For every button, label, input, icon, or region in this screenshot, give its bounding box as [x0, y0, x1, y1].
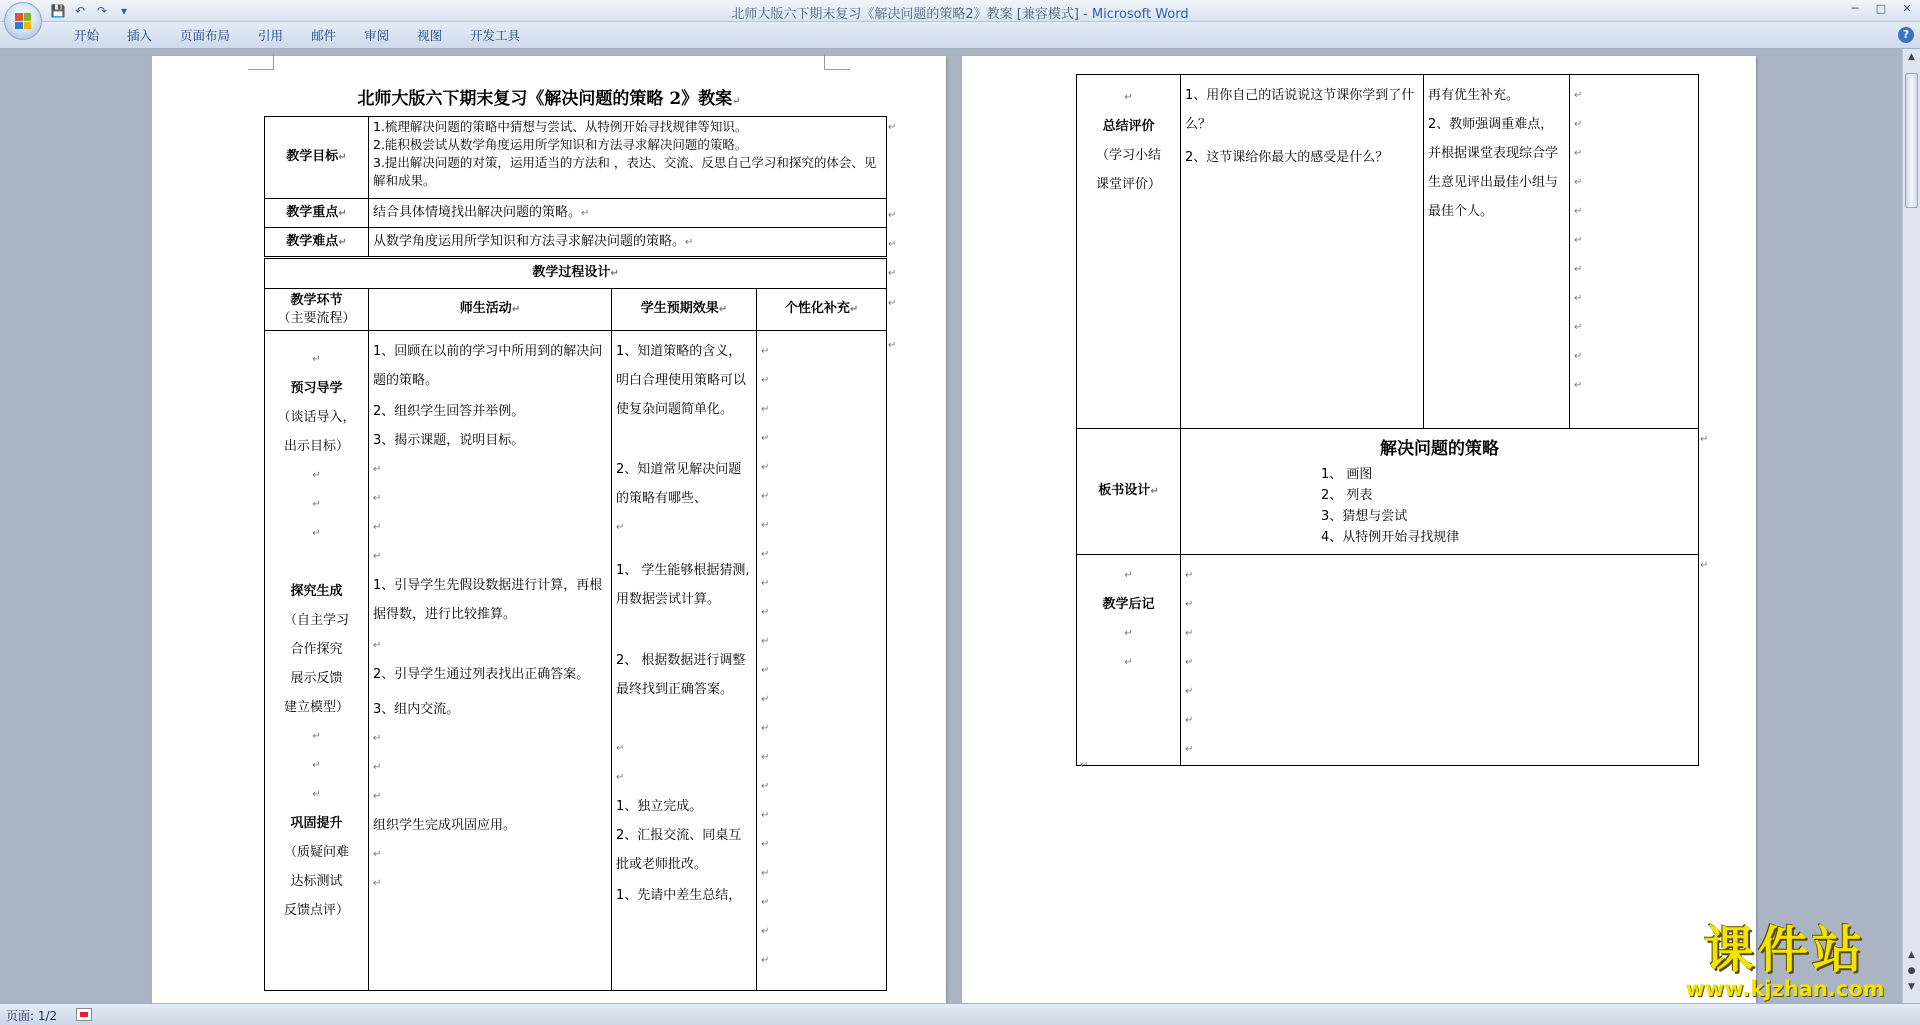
- header-stage: 教学环节 （主要流程）: [265, 289, 369, 331]
- prev-page-icon[interactable]: ▲: [1908, 950, 1915, 960]
- reflection-label: 教学后记: [1102, 597, 1155, 612]
- minimize-icon[interactable]: ─: [1851, 2, 1859, 15]
- effect-item: 2、知道常见解决问题的策略有哪些、: [616, 462, 742, 506]
- window-controls: [1842, 0, 1920, 18]
- activity-item: 2、这节课给你最大的感受是什么？: [1185, 150, 1389, 165]
- goal-item: 1.梳理解决问题的策略中猜想与尝试、从特例开始寻找规律等知识。: [373, 119, 748, 134]
- effect-item: 2、 根据数据进行调整最终找到正确答案。: [616, 653, 746, 697]
- effect-item: 1、知道策略的含义，明白合理使用策略可以使复杂问题简单化。: [616, 344, 747, 417]
- tab-home[interactable]: 开始: [74, 28, 100, 43]
- table-row: [1077, 429, 1699, 555]
- tab-developer[interactable]: 开发工具: [470, 28, 521, 43]
- title-bar: [0, 0, 1920, 22]
- goal-item: 2.能积极尝试从数学角度运用所学知识和方法寻求解决问题的策略。: [373, 137, 748, 152]
- redo-icon[interactable]: ↷: [96, 4, 108, 18]
- page-2: ↵ 总结评价 （学习小结 课堂评价） 1、用你自己的话说说这节课你学到了什么？ 2、这节课给你最大的感受是什么？ 再有优生补充。 2、教师强调重难点，并根据课堂表现综合学生意见评出最佳小组与最佳个人。 ↵ ↵ ↵ ↵ ↵ ↵ ↵ ↵ ↵ ↵ ↵ 板书设计↵ 解决问题的策略 1、 画图 2、 列表 3、猜想与尝试 4、从特例开始寻找规律 ↵ 教学后记 ↵ ↵ ↵ ↵ ↵ ↵ ↵ ↵ ↵ ↵ ↵ ↵: [962, 56, 1756, 1003]
- board-label: 板书设计↵: [1077, 429, 1181, 555]
- effect-item: 2、教师强调重难点，并根据课堂表现综合学生意见评出最佳小组与最佳个人。: [1428, 117, 1559, 219]
- office-logo-icon: [15, 13, 31, 29]
- table-row: [265, 331, 887, 991]
- key-point-label: 教学重点↵: [265, 199, 369, 228]
- effect-item: 1、先请中差生总结，: [616, 888, 742, 903]
- status-bar: [0, 1003, 1920, 1025]
- lesson-summary-table: [1076, 74, 1699, 766]
- summary-activity-cell[interactable]: [1181, 75, 1424, 429]
- stage-name: 探究生成: [290, 584, 343, 599]
- window-title: 北师大版六下期末复习《解决问题的策略2》教案 [兼容模式] - Microsoft Word: [731, 7, 1189, 22]
- proofing-icon[interactable]: [76, 1008, 92, 1021]
- tab-insert[interactable]: 插入: [127, 28, 153, 43]
- page-count-status[interactable]: 页面: 1/2: [6, 1009, 58, 1023]
- office-button[interactable]: [4, 2, 42, 40]
- undo-icon[interactable]: ↶: [74, 4, 86, 18]
- ribbon: [0, 22, 1920, 49]
- board-item: 1、 画图: [1321, 467, 1373, 482]
- board-title: 解决问题的策略: [1380, 439, 1499, 459]
- tab-mailings[interactable]: 邮件: [311, 28, 337, 43]
- board-item: 4、从特例开始寻找规律: [1321, 530, 1460, 545]
- header-effect: 学生预期效果↵: [612, 289, 757, 331]
- next-page-icon[interactable]: ▼: [1908, 982, 1915, 992]
- stage-cell[interactable]: ↵ 预习导学 （谈话导入， 出示目标） ↵ ↵ ↵ 探究生成 （自主学习 合作探究 展示反馈 建立模型） ↵ ↵ ↵ 巩固提升 （质疑问难 达标测试 反馈点评）: [265, 331, 369, 991]
- activity-item: 1、引导学生先假设数据进行计算，再根据得数，进行比较推算。: [373, 578, 603, 622]
- table-row: [265, 228, 887, 257]
- ribbon-tabs: [60, 27, 534, 45]
- document-name: 北师大版六下期末复习《解决问题的策略2》教案 [兼容模式]: [731, 7, 1079, 22]
- effect-item: 1、独立完成。: [616, 799, 703, 814]
- key-point-cell[interactable]: 结合具体情境找出解决问题的策略。↵: [369, 199, 887, 228]
- tab-page-layout[interactable]: 页面布局: [180, 28, 231, 43]
- activity-item: 3、揭示课题，说明目标。: [373, 433, 525, 448]
- table-row: [265, 199, 887, 228]
- scroll-up-icon[interactable]: ▲: [1908, 52, 1915, 62]
- process-title: 教学过程设计↵: [265, 259, 887, 289]
- activity-item: 1、回顾在以前的学习中所用到的解决问题的策略。: [373, 344, 603, 388]
- save-icon[interactable]: 💾: [50, 4, 66, 18]
- browse-object-icon[interactable]: ●: [1907, 966, 1916, 976]
- close-icon[interactable]: ✕: [1902, 2, 1912, 15]
- summary-effect-cell[interactable]: [1424, 75, 1570, 429]
- activity-item: 2、组织学生回答并举例。: [373, 404, 525, 419]
- lesson-process-table: [264, 258, 887, 991]
- effect-item: 2、汇报交流、同桌互批或老师批改。: [616, 828, 742, 872]
- reflection-cell[interactable]: ↵ ↵ ↵ ↵ ↵ ↵ ↵: [1181, 555, 1699, 766]
- table-header-row: [265, 289, 887, 331]
- stage-name: 巩固提升: [290, 816, 343, 831]
- goal-cell[interactable]: [369, 117, 887, 199]
- goal-label: 教学目标↵: [265, 117, 369, 199]
- app-name: Microsoft Word: [1091, 7, 1189, 22]
- customize-dropdown-icon[interactable]: ▾: [120, 4, 128, 18]
- table-row: [1077, 75, 1699, 429]
- summary-supplement-cell[interactable]: ↵ ↵ ↵ ↵ ↵ ↵ ↵ ↵ ↵ ↵ ↵: [1570, 75, 1699, 429]
- tab-review[interactable]: 审阅: [364, 28, 390, 43]
- goal-item: 3.提出解决问题的对策，运用适当的方法和 ，表达、交流、反思自己学习和探究的体会、见解和成果。: [373, 155, 877, 188]
- tab-view[interactable]: 视图: [417, 28, 443, 43]
- effect-item: 再有优生补充。: [1428, 88, 1520, 103]
- document-heading: 北师大版六下期末复习《解决问题的策略 2》教案↵: [357, 89, 741, 109]
- help-icon[interactable]: ?: [1898, 27, 1914, 43]
- activity-item: 3、组内交流。: [373, 702, 460, 717]
- effect-cell[interactable]: 1、知道策略的含义，明白合理使用策略可以使复杂问题简单化。 2、知道常见解决问题的策略有哪些、 ↵ 1、 学生能够根据猜测,用数据尝试计算。 2、 根据数据进行调整最终找到正确答案。 ↵ ↵ 1、独立完成。 2、汇报交流、同桌互批或老师批改。 1、先请中差生总结，: [612, 331, 757, 991]
- reflection-stage-cell[interactable]: ↵ 教学后记 ↵ ↵: [1077, 555, 1181, 766]
- activity-item: 2、引导学生通过列表找出正确答案。: [373, 667, 590, 682]
- lesson-info-table: [264, 116, 887, 257]
- board-item: 3、猜想与尝试: [1321, 509, 1408, 524]
- header-activity: 师生活动↵: [369, 289, 612, 331]
- crop-mark: [824, 54, 850, 70]
- board-item: 2、 列表: [1321, 488, 1373, 503]
- activity-cell[interactable]: 1、回顾在以前的学习中所用到的解决问题的策略。 2、组织学生回答并举例。 3、揭示课题，说明目标。 ↵ ↵ ↵ ↵ 1、引导学生先假设数据进行计算，再根据得数，进行比较推算。 ↵ 2、引导学生通过列表找出正确答案。 3、组内交流。 ↵ ↵ ↵ 组织学生完成巩固应用。 ↵ ↵: [369, 331, 612, 991]
- activity-item: 组织学生完成巩固应用。: [373, 818, 517, 833]
- activity-item: 1、用你自己的话说说这节课你学到了什么？: [1185, 88, 1415, 132]
- difficulty-cell[interactable]: 从数学角度运用所学知识和方法寻求解决问题的策略。↵: [369, 228, 887, 257]
- watermark-logo: 课件站 www.kjzhan.com: [1685, 921, 1885, 1001]
- effect-item: 1、 学生能够根据猜测,用数据尝试计算。: [616, 563, 750, 607]
- crop-mark: [248, 54, 274, 70]
- maximize-icon[interactable]: □: [1875, 2, 1887, 15]
- table-row: [265, 117, 887, 199]
- difficulty-label: 教学难点↵: [265, 228, 369, 257]
- table-row: [1077, 555, 1699, 766]
- header-supplement: 个性化补充↵: [757, 289, 887, 331]
- summary-stage-cell[interactable]: ↵ 总结评价 （学习小结 课堂评价）: [1077, 75, 1181, 429]
- board-design-cell[interactable]: [1181, 429, 1699, 555]
- scroll-thumb[interactable]: [1905, 73, 1918, 208]
- tab-references[interactable]: 引用: [258, 28, 284, 43]
- stage-name: 总结评价: [1102, 119, 1155, 134]
- vertical-scrollbar[interactable]: [1902, 49, 1920, 1003]
- page-1: 北师大版六下期末复习《解决问题的策略 2》教案↵ 教学目标↵ 1.梳理解决问题的策略中猜想与尝试、从特例开始寻找规律等知识。 2.能积极尝试从数学角度运用所学知识和方法寻求解决问题的策略。 3.提出解决问题的对策，运用适当的方法和 ，表达、交流、反思自己学习和探究的体会、见解和成果。 教学重点↵ 结合具体情境找出解决问题的策略。↵ 教学难点↵ 从数学角度运用所学知识和方法寻求解决问题的策略。↵ 教学过程设计↵ 教学环节 （主要流程） 师生活动↵ 学生预期效果↵ 个性化补充↵ ↵ 预习导学 （谈话导入， 出示目标） ↵ ↵ ↵ 探究生成 （自主学习 合作探究 展示反馈 建立模型） ↵ ↵ ↵ 巩固提升 （质疑问难 达标测试 反馈点评） 1、回顾在以前的学习中所用到的解决问题的策略。 2、组织学生回答并举例。 3、揭示课题，说明目标。 ↵ ↵ ↵ ↵ 1、引导学生先假设数据进行计算，再根据得数，进行比较推算。 ↵ 2、引导学生通过列表找出正确答案。 3、组内交流。 ↵ ↵ ↵ 组织学生完成巩固应用。 ↵ ↵ 1、知道策略的含义，明白合理使用策略可以使复杂问题简单化。 2、知道常见解决问题的策略有哪些、 ↵ 1、 学生能够根据猜测,用数据尝试计算。 2、 根据数据进行调整最终找到正确答案。 ↵ ↵ 1、独立完成。 2、汇报交流、同桌互批或老师批改。 1、先请中差生总结， ↵ ↵ ↵ ↵ ↵ ↵ ↵ ↵ ↵ ↵ ↵ ↵ ↵ ↵ ↵ ↵ ↵ ↵ ↵ ↵ ↵ ↵ ↵ ↵ ↵ ↵ ↵ ↵: [152, 56, 946, 1003]
- supplement-cell[interactable]: ↵ ↵ ↵ ↵ ↵ ↵ ↵ ↵ ↵ ↵ ↵ ↵ ↵ ↵ ↵ ↵ ↵ ↵ ↵ ↵ ↵ ↵: [757, 331, 887, 991]
- table-row: [265, 259, 887, 289]
- stage-name: 预习导学: [290, 381, 343, 396]
